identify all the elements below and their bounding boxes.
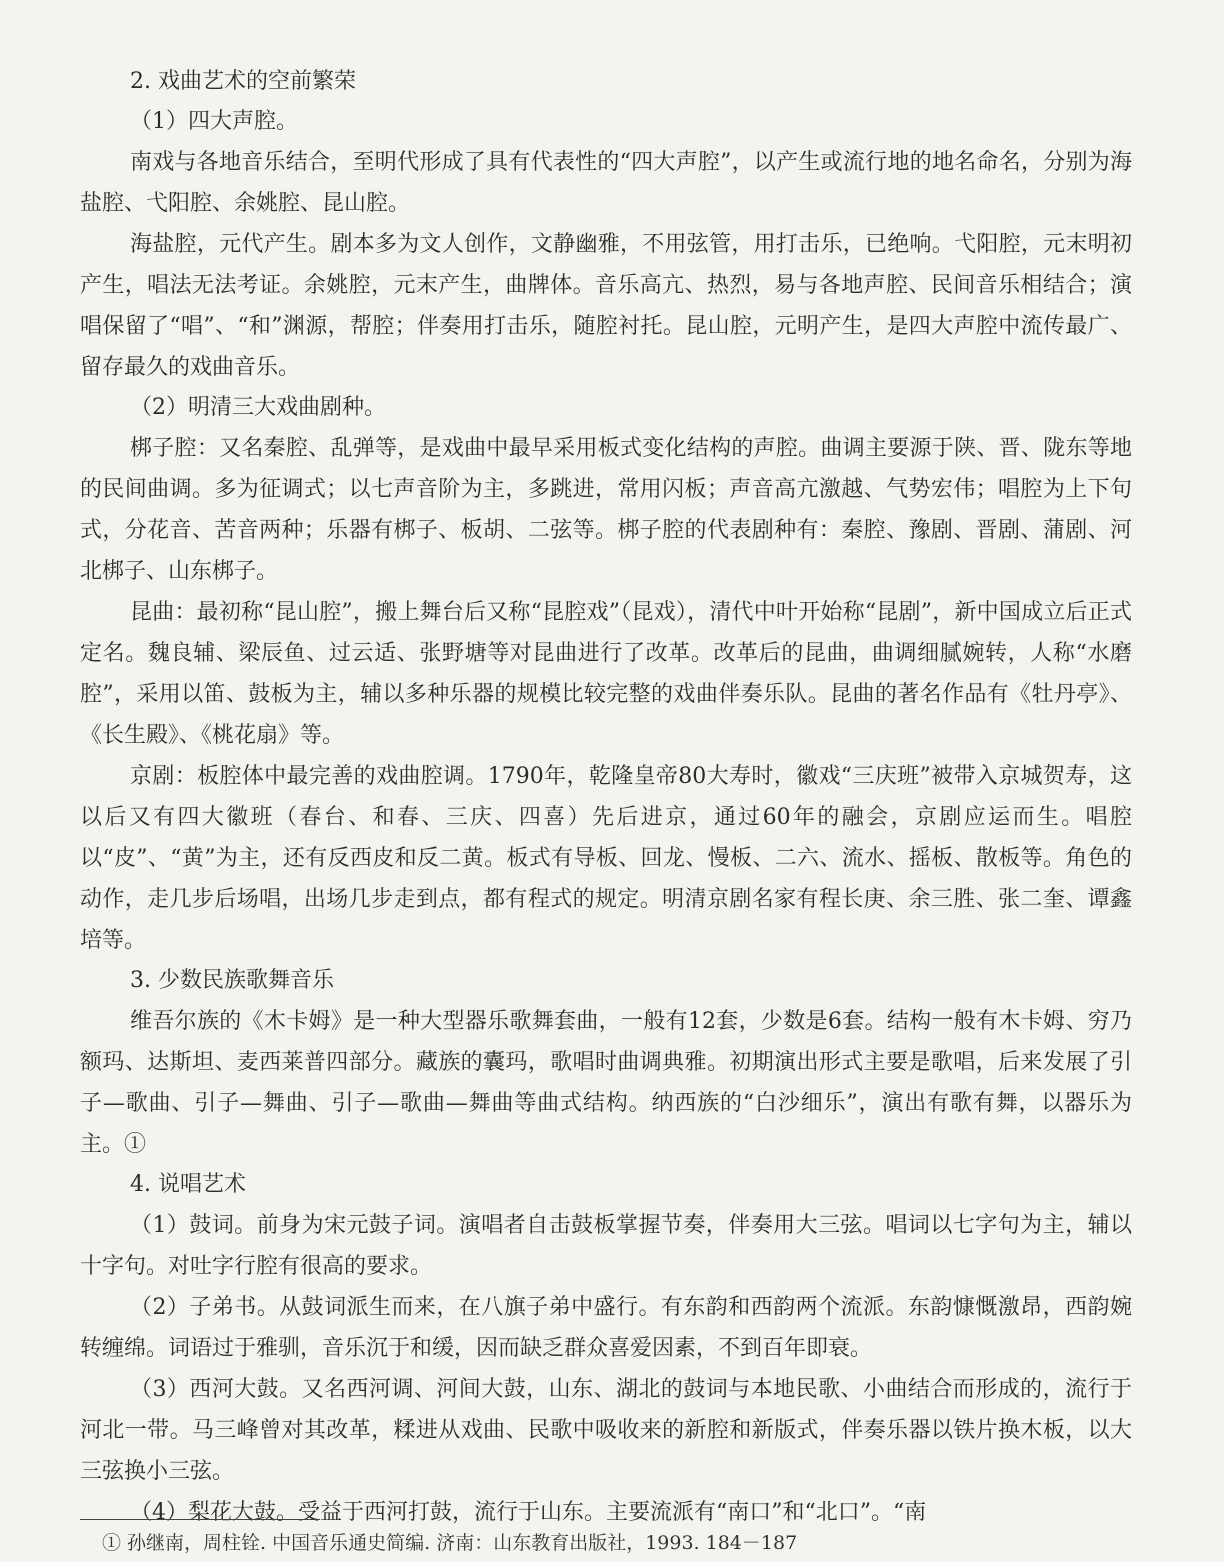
paragraph-kunqu: 昆曲：最初称“昆山腔”，搬上舞台后又称“昆腔戏”（昆戏），清代中叶开始称“昆剧”，新中国成立后正式定名。魏良辅、梁辰鱼、过云适、张野塘等对昆曲进行了改革。改革后的昆曲，曲调细腻婉转，人称“水磨腔”，采用以笛、鼓板为主，辅以多种乐器的规模比较完整的戏曲伴奏乐队。昆曲的著名作品有《牡丹亭》、《长生殿》、《桃花扇》等。 <box>80 600 1132 748</box>
paragraph-lihua-dagu: （4）梨花大鼓。受益于西河打鼓，流行于山东。主要流派有“南口”和“北口”。“南 <box>130 1500 927 1525</box>
subsection-heading-2-2: （2）明清三大戏曲剧种。 <box>130 395 386 420</box>
paragraph-zidishu: （2）子弟书。从鼓词派生而来，在八旗子弟中盛行。有东韵和西韵两个流派。东韵慷慨激昂，西韵婉转缠绵。词语过于雅驯，音乐沉于和缓，因而缺乏群众喜爱因素，不到百年即衰。 <box>80 1295 1132 1361</box>
section-heading-2: 2. 戏曲艺术的空前繁荣 <box>130 69 356 94</box>
subsection-heading-2-1: （1）四大声腔。 <box>130 109 298 134</box>
section-heading-3: 3. 少数民族歌舞音乐 <box>130 968 334 993</box>
footnote: ① 孙继南，周柱铨. 中国音乐通史简编. 济南：山东教育出版社，1993. 184－187 <box>102 1532 798 1554</box>
paragraph-jingju: 京剧：板腔体中最完善的戏曲腔调。1790年，乾隆皇帝80大寿时，徽戏“三庆班”被带入京城贺寿，这以后又有四大徽班（春台、和春、三庆、四喜）先后进京，通过60年的融会，京剧应运而生。唱腔以“皮”、“黄”为主，还有反西皮和反二黄。板式有导板、回龙、慢板、二六、流水、摇板、散板等。角色的动作，走几步后场唱，出场几步走到点，都有程式的规定。明清京剧名家有程长庚、余三胜、张二奎、谭鑫培等。 <box>80 764 1132 953</box>
section-heading-4: 4. 说唱艺术 <box>130 1172 246 1197</box>
paragraph-tune-details: 海盐腔，元代产生。剧本多为文人创作，文静幽雅，不用弦管，用打击乐，已绝响。弋阳腔，元末明初产生，唱法无法考证。余姚腔，元末产生，曲牌体。音乐高亢、热烈，易与各地声腔、民间音乐相结合；演唱保留了“唱”、“和”渊源，帮腔；伴奏用打击乐，随腔衬托。昆山腔，元明产生，是四大声腔中流传最广、留存最久的戏曲音乐。 <box>80 232 1132 380</box>
paragraph-guci: （1）鼓词。前身为宋元鼓子词。演唱者自击鼓板掌握节奏，伴奏用大三弦。唱词以七字句为主，辅以十字句。对吐字行腔有很高的要求。 <box>80 1213 1132 1279</box>
paragraph-xihe-dagu: （3）西河大鼓。又名西河调、河间大鼓，山东、湖北的鼓词与本地民歌、小曲结合而形成的，流行于河北一带。马三峰曾对其改革，糅进从戏曲、民歌中吸收来的新腔和新版式，伴奏乐器以铁片换木板，以大三弦换小三弦。 <box>80 1377 1132 1484</box>
footnote-divider <box>80 1519 320 1520</box>
paragraph-ethnic-music: 维吾尔族的《木卡姆》是一种大型器乐歌舞套曲，一般有12套，少数是6套。结构一般有木卡姆、穷乃额玛、达斯坦、麦西莱普四部分。藏族的囊玛，歌唱时曲调典雅。初期演出形式主要是歌唱，后来发展了引子—歌曲、引子—舞曲、引子—歌曲—舞曲等曲式结构。纳西族的“白沙细乐”，演出有歌有舞，以器乐为主。① <box>80 1009 1132 1157</box>
page-body <box>80 62 1132 1533</box>
paragraph-four-tunes: 南戏与各地音乐结合，至明代形成了具有代表性的“四大声腔”，以产生或流行地的地名命名，分别为海盐腔、弋阳腔、余姚腔、昆山腔。 <box>80 150 1132 216</box>
paragraph-bangzi: 梆子腔：又名秦腔、乱弹等，是戏曲中最早采用板式变化结构的声腔。曲调主要源于陕、晋、陇东等地的民间曲调。多为征调式；以七声音阶为主，多跳进，常用闪板；声音高亢激越、气势宏伟；唱腔为上下句式，分花音、苦音两种；乐器有梆子、板胡、二弦等。梆子腔的代表剧种有：秦腔、豫剧、晋剧、蒲剧、河北梆子、山东梆子。 <box>80 436 1132 584</box>
